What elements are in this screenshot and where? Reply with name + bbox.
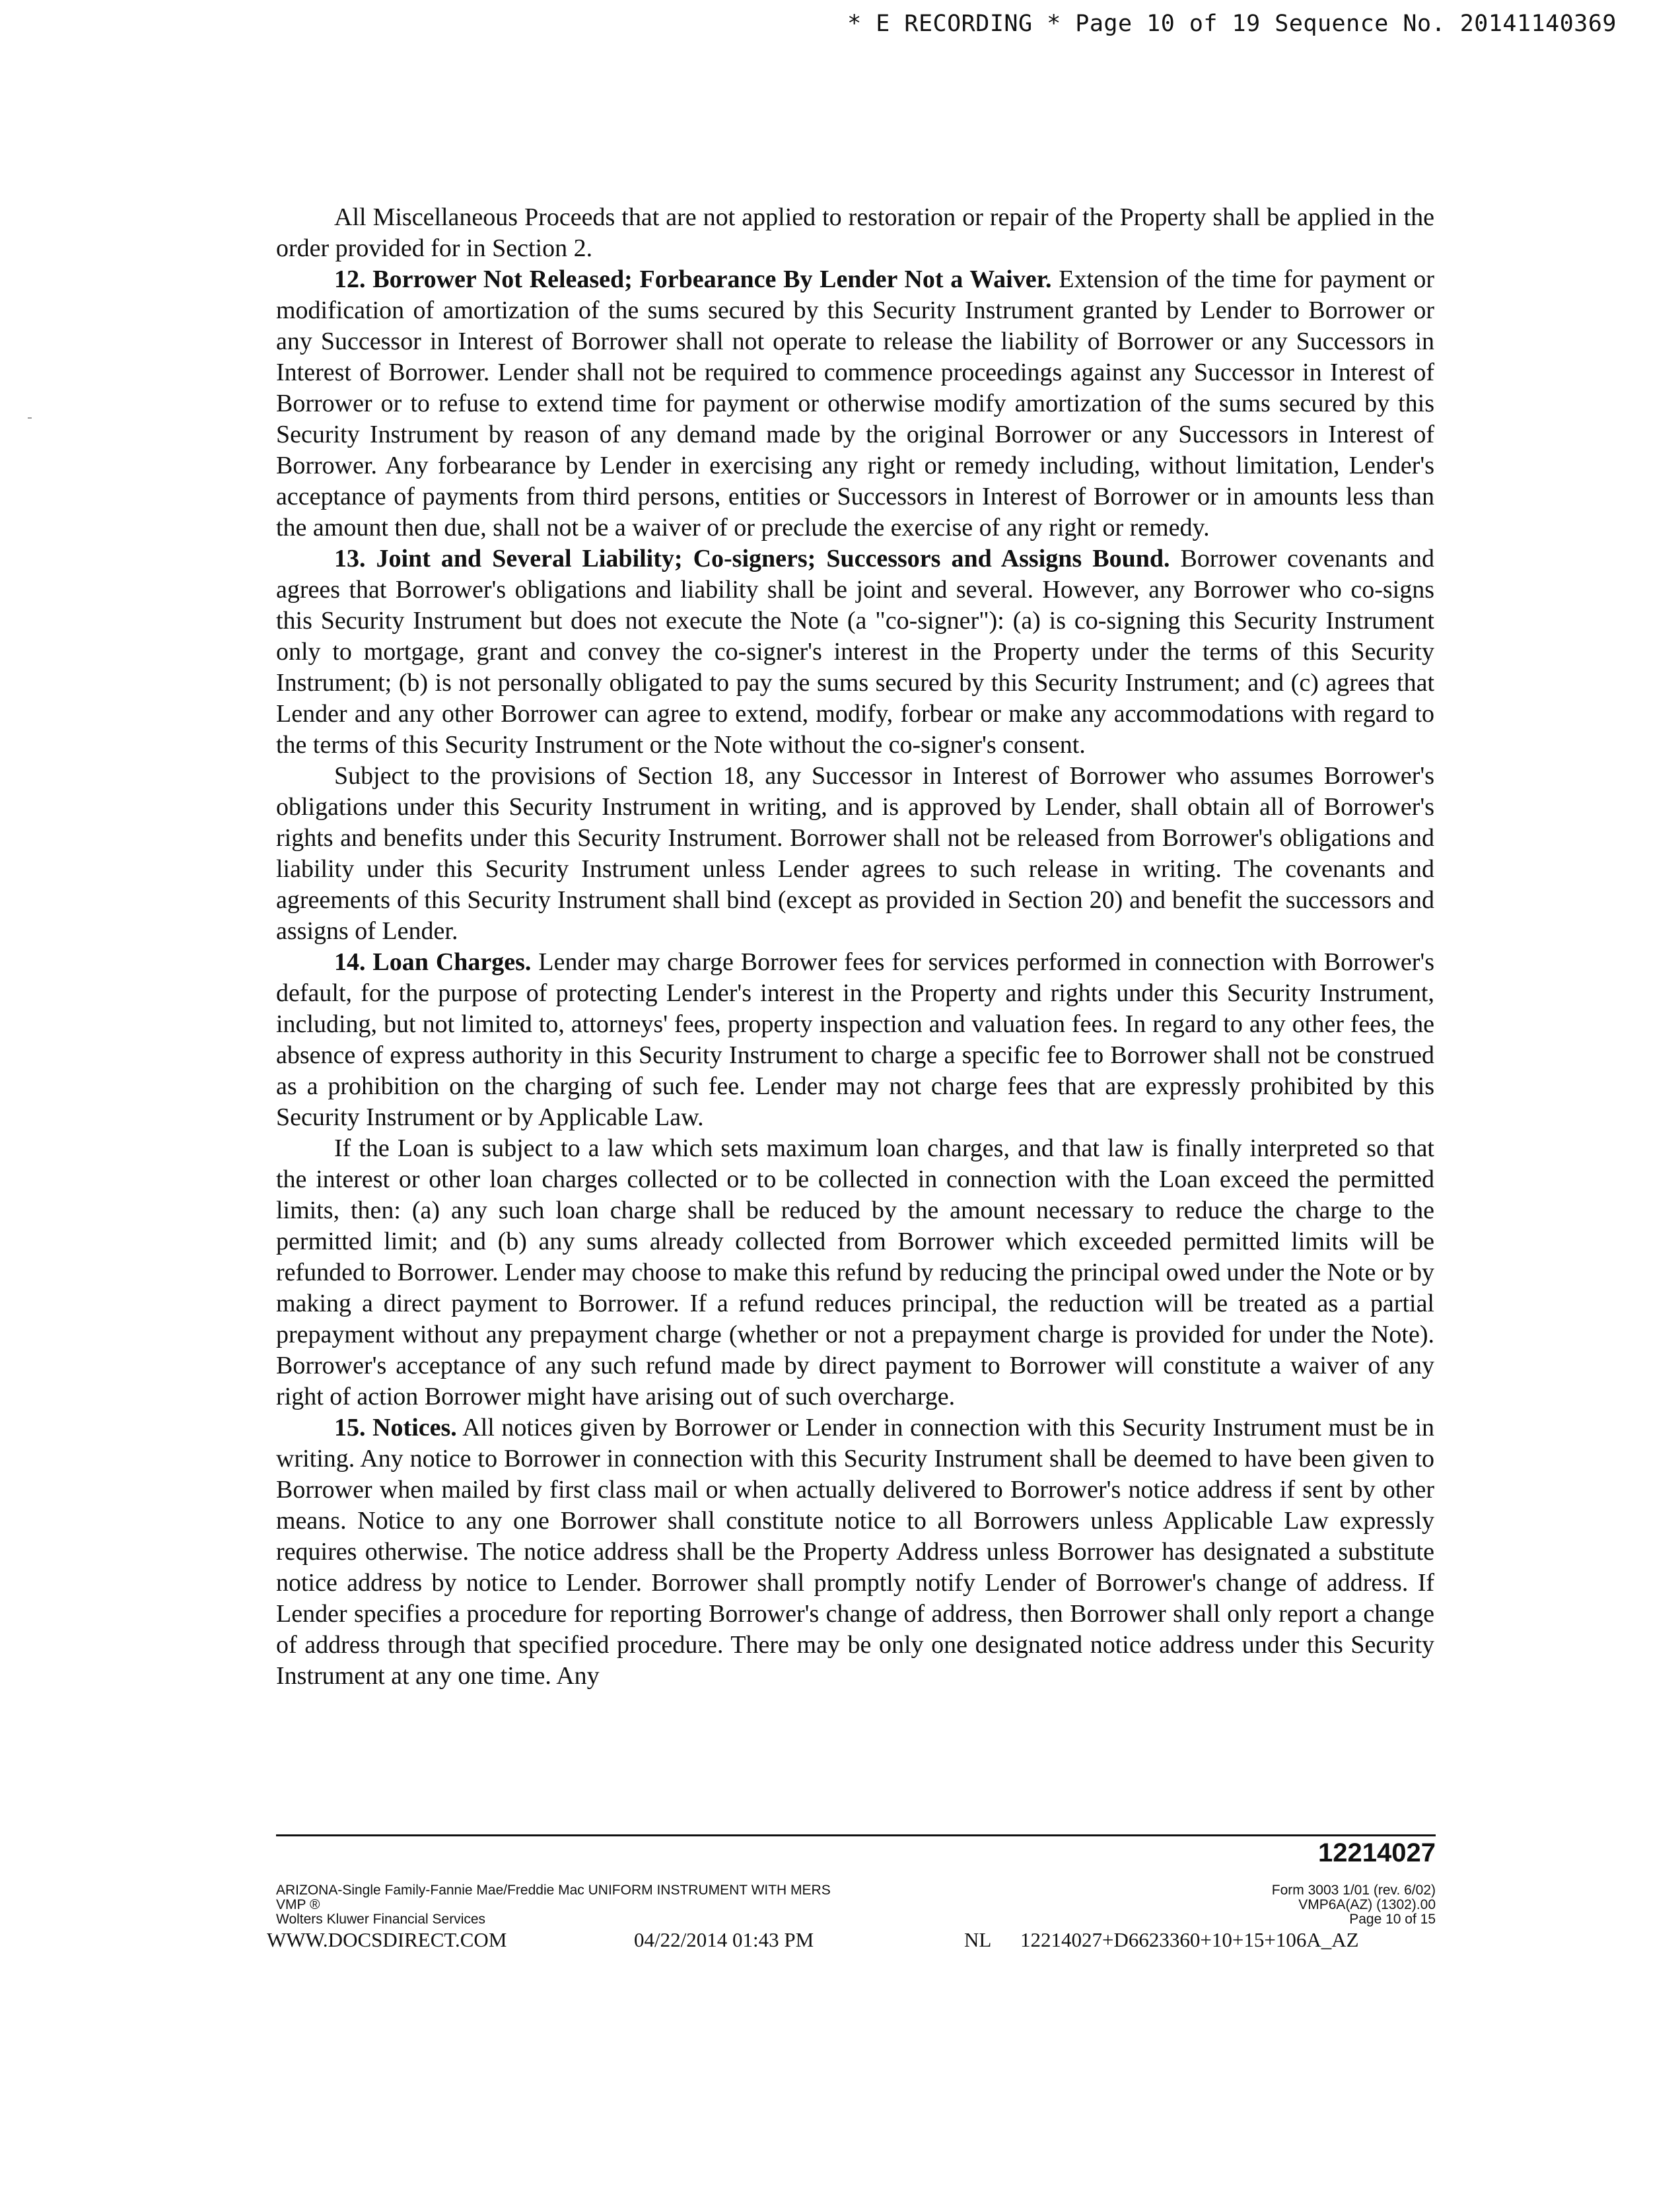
- page-indicator: Page 10 of 15: [1349, 1912, 1436, 1927]
- footer-right-block: [1272, 1883, 1436, 1927]
- footer-left-block: [276, 1883, 831, 1927]
- section-14: [276, 947, 1434, 1133]
- document-body: [276, 202, 1434, 1692]
- section-13-text: Borrower covenants and agrees that Borrower's obligations and liability shall be joint and several. However, any Borrower who co-signs this Security Instrument but does not execute the Note (a "co-signer"): (a) is co-signing this Security Instrument only to mortgage, grant and convey the co-signer's interest in the Property under the terms of this Security Instrument; (b) is not personally obligated to pay the sums secured by this Security Instrument; and (c) agrees that Lender and any other Borrower can agree to extend, modify, forbear or make any accommodations with regard to the terms of this Security Instrument or the Note without the co-signer's consent.: [276, 545, 1434, 759]
- section-15-heading: 15. Notices.: [334, 1414, 457, 1441]
- section-14-heading: 14. Loan Charges.: [334, 948, 532, 976]
- footer-divider: [276, 1834, 1436, 1836]
- footer-nl: NL: [964, 1928, 992, 1951]
- section-14-text: Lender may charge Borrower fees for services performed in connection with Borrower's default, for the purpose of protecting Lender's interest in the Property and rights under this Security Instrument, including, but not limited to, attorneys' fees, property inspection and valuation fees. In regard to any other fees, the absence of express authority in this Security Instrument to charge a specific fee to Borrower shall not be construed as a prohibition on the charging of such fee. Lender may not charge fees that are expressly prohibited by this Security Instrument or by Applicable Law.: [276, 948, 1434, 1131]
- vmp-mark: VMP ®: [276, 1897, 320, 1912]
- loan-number: 12214027: [1318, 1838, 1436, 1867]
- vmp-code: VMP6A(AZ) (1302).00: [1298, 1897, 1436, 1912]
- instrument-title: ARIZONA-Single Family-Fannie Mae/Freddie Mac UNIFORM INSTRUMENT WITH MERS: [276, 1883, 831, 1898]
- scan-mark: [28, 417, 32, 419]
- paragraph-successor: Subject to the provisions of Section 18, any Successor in Interest of Borrower who assumes Borrower's obligations under this Security Instrument in writing, and is approved by Lender, shall obtain all of Borrower's rights and benefits under this Security Instrument. Borrower shall not be released from Borrower's obligations and liability under this Security Instrument unless Lender agrees to such release in writing. The covenants and agreements of this Security Instrument shall bind (except as provided in Section 20) and benefit the successors and assigns of Lender.: [276, 762, 1434, 945]
- footer-timestamp: 04/22/2014 01:43 PM: [634, 1928, 814, 1951]
- section-12-heading: 12. Borrower Not Released; Forbearance By Lender Not a Waiver.: [334, 265, 1052, 293]
- form-number: Form 3003 1/01 (rev. 6/02): [1271, 1883, 1436, 1898]
- paragraph-max-loan-charges: If the Loan is subject to a law which sets maximum loan charges, and that law is finally interpreted so that the interest or other loan charges collected or to be collected in connection with the Loan exceed the permitted limits, then: (a) any such loan charge shall be reduced by the amount necessary to reduce the charge to the permitted limit; and (b) any sums already collected from Borrower which exceeded permitted limits will be refunded to Borrower. Lender may choose to make this refund by reducing the principal owed under the Note or by making a direct payment to Borrower. If a refund reduces principal, the reduction will be treated as a partial prepayment without any prepayment charge (whether or not a prepayment charge is provided for under the Note). Borrower's acceptance of any such refund made by direct payment to Borrower will constitute a waiver of any right of action Borrower might have arising out of such overcharge.: [276, 1134, 1434, 1410]
- paragraph-misc-proceeds: All Miscellaneous Proceeds that are not applied to restoration or repair of the Property shall be applied in the order provided for in Section 2.: [276, 203, 1434, 262]
- section-15-text: All notices given by Borrower or Lender in connection with this Security Instrument must be in writing. Any notice to Borrower in connection with this Security Instrument shall be deemed to have been given to Borrower when mailed by first class mail or when actually delivered to Borrower's notice address if sent by other means. Notice to any one Borrower shall constitute notice to all Borrowers unless Applicable Law expressly requires otherwise. The notice address shall be the Property Address unless Borrower has designated a substitute notice address by notice to Lender. Borrower shall promptly notify Lender of Borrower's change of address. If Lender specifies a procedure for reporting Borrower's change of address, then Borrower shall only report a change of address through that specified procedure. There may be only one designated notice address under this Security Instrument at any one time. Any: [276, 1414, 1434, 1690]
- section-12-text: Extension of the time for payment or modification of amortization of the sums secured by this Security Instrument granted by Lender to Borrower or any Successor in Interest of Borrower shall not operate to release the liability of Borrower or any Successors in Interest of Borrower. Lender shall not be required to commence proceedings against any Successor in Interest of Borrower or to refuse to extend time for payment or otherwise modify amortization of the sums secured by this Security Instrument by reason of any demand made by the original Borrower or any Successors in Interest of Borrower. Any forbearance by Lender in exercising any right or remedy including, without limitation, Lender's acceptance of payments from third persons, entities or Successors in Interest of Borrower or in amounts less than the amount then due, shall not be a waiver of or preclude the exercise of any right or remedy.: [276, 265, 1434, 541]
- publisher: Wolters Kluwer Financial Services: [276, 1912, 486, 1927]
- section-13-heading: 13. Joint and Several Liability; Co-signers; Successors and Assigns Bound.: [334, 545, 1170, 573]
- section-12: [276, 264, 1434, 543]
- section-13: [276, 543, 1434, 761]
- footer-doc-code: 12214027+D6623360+10+15+106A_AZ: [1020, 1928, 1359, 1951]
- footer-website: WWW.DOCSDIRECT.COM: [267, 1928, 507, 1951]
- recording-header: * E RECORDING * Page 10 of 19 Sequence No. 20141140369: [847, 11, 1617, 37]
- section-15: [276, 1412, 1434, 1692]
